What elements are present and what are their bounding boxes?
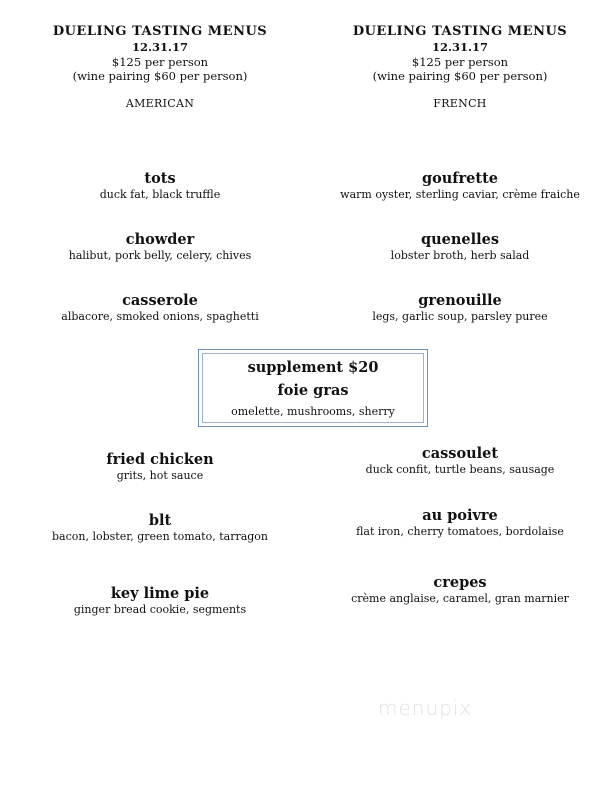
- course-description: duck fat, black truffle: [99, 188, 221, 201]
- course-description: flat iron, cherry tomatoes, bordolaise: [356, 525, 564, 538]
- menu-title: DUELING TASTING MENUS: [352, 24, 568, 39]
- course-name: cassoulet: [421, 445, 499, 462]
- supplement-item-description: omelette, mushrooms, sherry: [231, 405, 395, 418]
- course-item: [10, 292, 310, 324]
- course-description: warm oyster, sterling caviar, crème fraiche: [340, 188, 580, 201]
- cuisine-label: FRENCH: [433, 97, 487, 110]
- course-name: au poivre: [422, 507, 498, 524]
- course-item: [310, 574, 610, 606]
- cuisine-label: AMERICAN: [125, 97, 195, 110]
- menu-price: $125 per person: [411, 55, 509, 69]
- course-description: crème anglaise, caramel, gran marnier: [351, 592, 569, 605]
- course-description: halibut, pork belly, celery, chives: [68, 249, 252, 262]
- menu-date: 12.31.17: [131, 40, 189, 54]
- supplement-title: supplement $20: [247, 359, 379, 376]
- course-description: lobster broth, herb salad: [390, 249, 530, 262]
- course-item: [10, 585, 310, 617]
- supplement-box: [198, 349, 428, 427]
- wine-pairing-price: (wine pairing $60 per person): [72, 69, 248, 83]
- course-name: casserole: [122, 292, 198, 309]
- course-item: [10, 231, 310, 263]
- course-description: duck confit, turtle beans, sausage: [365, 463, 555, 476]
- course-description: bacon, lobster, green tomato, tarragon: [51, 530, 269, 543]
- course-item: [310, 231, 610, 263]
- course-description: albacore, smoked onions, spaghetti: [61, 310, 259, 323]
- course-item: [310, 170, 610, 202]
- course-item: [10, 170, 310, 202]
- course-description: ginger bread cookie, segments: [73, 603, 247, 616]
- course-name: crepes: [433, 574, 487, 591]
- course-description: legs, garlic soup, parsley puree: [372, 310, 548, 323]
- course-name: blt: [148, 512, 172, 529]
- course-item: [10, 512, 310, 544]
- course-name: quenelles: [420, 231, 500, 248]
- course-name: grenouille: [418, 292, 502, 309]
- course-name: fried chicken: [106, 451, 214, 468]
- course-item: [10, 451, 310, 483]
- menu-date: 12.31.17: [431, 40, 489, 54]
- course-name: chowder: [125, 231, 195, 248]
- menu-title: DUELING TASTING MENUS: [52, 24, 268, 39]
- supplement-item-name: foie gras: [277, 382, 349, 399]
- course-name: key lime pie: [110, 585, 210, 602]
- course-item: [310, 445, 610, 477]
- course-item: [310, 507, 610, 539]
- menupix-watermark: menupix: [378, 696, 473, 720]
- course-description: grits, hot sauce: [116, 469, 204, 482]
- wine-pairing-price: (wine pairing $60 per person): [372, 69, 548, 83]
- course-name: tots: [144, 170, 176, 187]
- course-name: goufrette: [421, 170, 499, 187]
- course-item: [310, 292, 610, 324]
- menu-price: $125 per person: [111, 55, 209, 69]
